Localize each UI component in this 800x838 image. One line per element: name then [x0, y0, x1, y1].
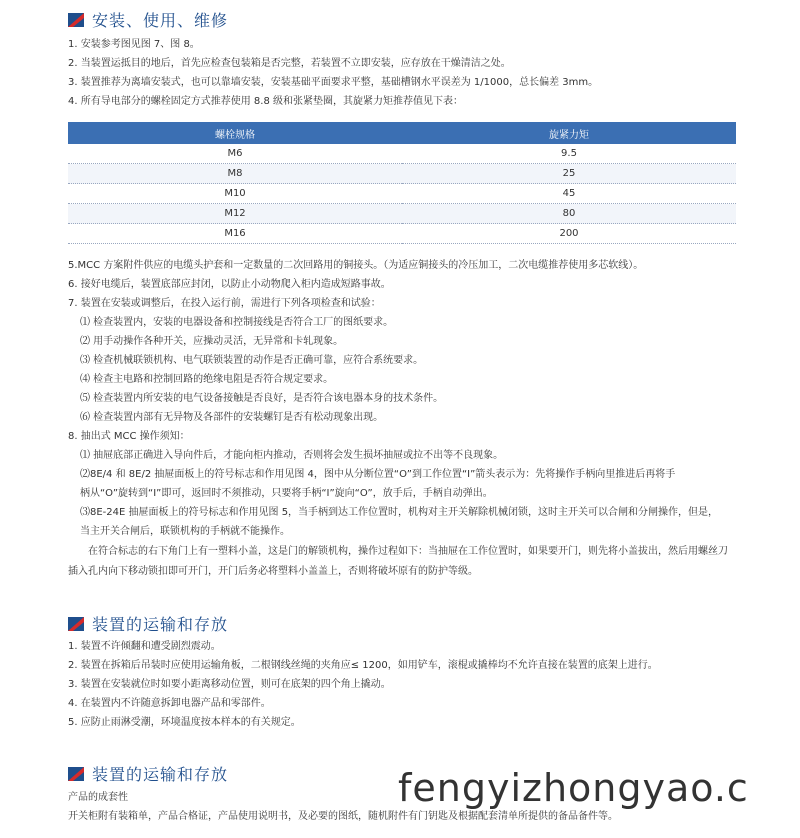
check-item-4: ⑷ 检查主电路和控制回路的绝缘电阻是否符合规定要求。 — [80, 374, 334, 385]
mcc-item-2-cont: 柄从“O”旋转到“I”即可，返回时不须推动，只要将手柄“I”旋向“O”，放手后，手柄自动弹出。 — [80, 488, 493, 499]
note-line-7: 7. 装置在安装或调整后，在投入运行前，需进行下列各项检查和试验： — [68, 298, 381, 309]
completeness-line: 开关柜附有装箱单，产品合格证，产品使用说明书，及必要的图纸，随机附件有门钥匙及根据配套清单所提供的备品备件等。 — [68, 811, 618, 822]
door-unlock-paragraph: 在符合标志的右下角门上有一塑料小盖，这是门的解锁机构，操作过程如下：当抽屉在工作位置时，如果要开门，则先将小盖拔出，然后用螺丝刀插入孔内向下移动锁扣即可开门，开门后务必将塑料小盖盖上，否则将破坏原有的防护等级。 — [68, 546, 728, 577]
transport-line-2: 2. 装置在拆箱后吊装时应使用运输角板，二根钢线丝绳的夹角应≤ 1200，如用铲车，滚棍或撬棒均不允许直接在装置的底架上进行。 — [68, 660, 658, 671]
table-row — [68, 184, 736, 204]
torque-cell: 45 — [402, 184, 736, 204]
transport-line-1: 1. 装置不许倾翻和遭受剧烈震动。 — [68, 641, 221, 652]
bolt-cell: M16 — [68, 224, 402, 244]
table-header-torque: 旋紧力矩 — [402, 122, 736, 144]
install-line-2: 2. 当装置运抵目的地后，首先应检查包装箱是否完整，若装置不立即安装，应存放在干燥清洁之处。 — [68, 58, 511, 69]
torque-cell: 9.5 — [402, 144, 736, 164]
table-row — [68, 164, 736, 184]
bolt-cell: M8 — [68, 164, 402, 184]
torque-cell: 200 — [402, 224, 736, 244]
check-item-6: ⑹ 检查装置内部有无异物及各部件的安装螺钉是否有松动现象出现。 — [80, 412, 384, 423]
watermark-text: fengyizhongyao.c — [398, 766, 749, 810]
section-title: 装置的运输和存放 — [92, 765, 229, 784]
check-item-1: ⑴ 检查装置内，安装的电器设备和控制接线是否符合工厂的图纸要求。 — [80, 317, 394, 328]
section-marker-icon — [68, 13, 84, 27]
torque-cell: 25 — [402, 164, 736, 184]
section-header-install — [68, 8, 228, 31]
transport-line-4: 4. 在装置内不许随意拆卸电器产品和零部件。 — [68, 698, 271, 709]
note-line-6: 6. 接好电缆后，装置底部应封闭，以防止小动物爬入柜内造成短路事故。 — [68, 279, 391, 290]
check-item-3: ⑶ 检查机械联锁机构、电气联锁装置的动作是否正确可靠，应符合系统要求。 — [80, 355, 424, 366]
section-marker-icon — [68, 617, 84, 631]
section-title: 装置的运输和存放 — [92, 615, 229, 634]
bolt-cell: M12 — [68, 204, 402, 224]
section-title: 安装、使用、维修 — [92, 11, 229, 30]
table-row — [68, 224, 736, 244]
mcc-item-2: ⑵8E/4 和 8E/2 抽屉面板上的符号标志和作用见图 4，图中从分断位置“O”到工作位置“I”箭头表示为：先将操作手柄向里推进后再将手 — [80, 469, 676, 480]
mcc-item-3: ⑶8E-24E 抽屉面板上的符号标志和作用见图 5，当手柄到达工作位置时，机构对主开关解除机械闭锁，这时主开关可以合闸和分闸操作，但是， — [80, 507, 719, 518]
section-header-completeness — [68, 762, 228, 785]
mcc-item-1: ⑴ 抽屉底部正确进入导向件后，才能向柜内推动，否则将会发生损坏抽屉或拉不出等不良现象。 — [80, 450, 504, 461]
mcc-item-3-cont: 当主开关合闸后，联锁机构的手柄就不能操作。 — [80, 526, 290, 537]
note-line-8: 8. 抽出式 MCC 操作须知： — [68, 431, 190, 442]
section-marker-icon — [68, 767, 84, 781]
transport-line-5: 5. 应防止雨淋受潮，环境温度按本样本的有关规定。 — [68, 717, 301, 728]
section-header-transport — [68, 612, 228, 635]
check-item-5: ⑸ 检查装置内所安装的电气设备接触是否良好，是否符合该电器本身的技术条件。 — [80, 393, 444, 404]
bolt-cell: M10 — [68, 184, 402, 204]
table-header-row — [68, 122, 736, 144]
install-line-3: 3. 装置推荐为离墙安装式，也可以靠墙安装，安装基础平面要求平整，基础槽钢水平误差为 1/1000，总长偏差 3mm。 — [68, 77, 599, 88]
table-header-bolt: 螺栓规格 — [68, 122, 402, 144]
note-line-5: 5.MCC 方案附件供应的电缆头护套和一定数量的二次回路用的铜接头。（为适应铜接头的冷压加工，二次电缆推荐使用多芯软线）。 — [68, 260, 644, 271]
install-line-1: 1. 安装参考图见图 7、图 8。 — [68, 39, 200, 50]
torque-table — [68, 122, 736, 244]
torque-cell: 80 — [402, 204, 736, 224]
check-item-2: ⑵ 用手动操作各种开关，应操动灵活，无异常和卡轧现象。 — [80, 336, 344, 347]
install-line-4: 4. 所有导电部分的螺栓固定方式推荐使用 8.8 级和张紧垫圈，其旋紧力矩推荐值见下表： — [68, 96, 463, 107]
completeness-heading: 产品的成套性 — [68, 792, 128, 803]
bolt-cell: M6 — [68, 144, 402, 164]
transport-line-3: 3. 装置在安装就位时如要小距离移动位置，则可在底架的四个角上撬动。 — [68, 679, 391, 690]
table-row — [68, 204, 736, 224]
table-row — [68, 144, 736, 164]
